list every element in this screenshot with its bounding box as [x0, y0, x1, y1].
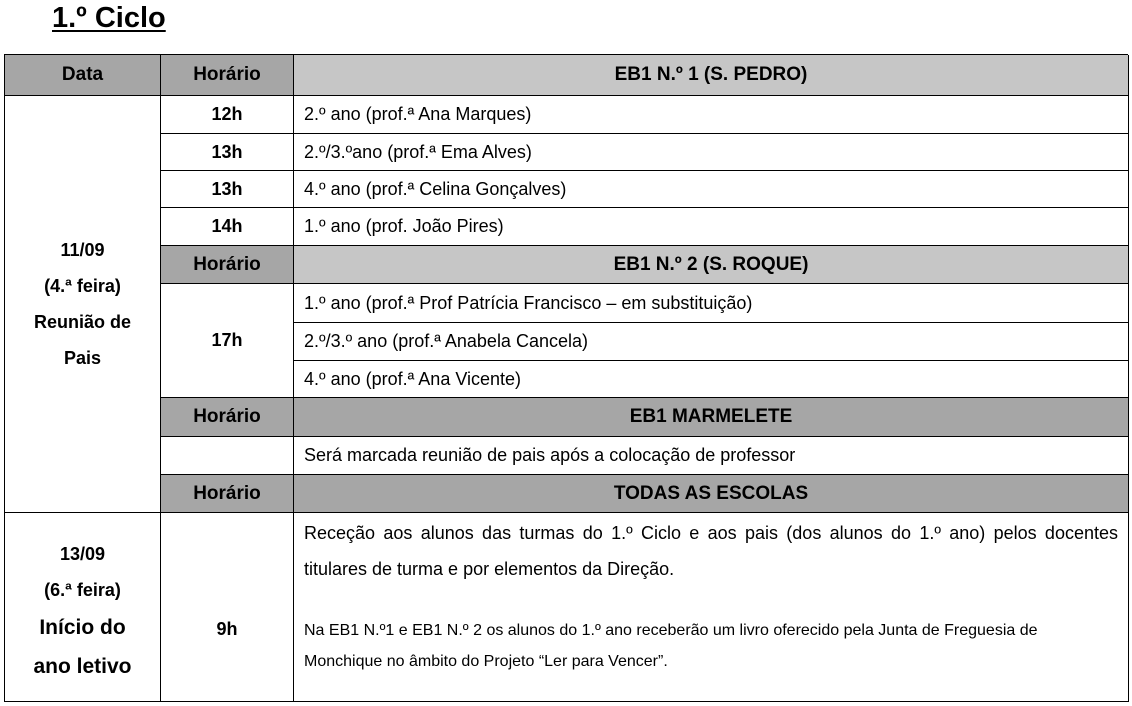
school-header-marmelete: EB1 MARMELETE: [294, 398, 1129, 437]
reception-text: Receção aos alunos das turmas do 1.º Ciclo e aos pais (dos alunos do 1.º ano) pelos docentes titulares de turma e por elementos da Direção.: [304, 523, 1118, 579]
time-cell: 12h: [161, 96, 294, 134]
event-label: Início do: [39, 616, 126, 639]
todas-desc: [294, 513, 1129, 702]
header-data: Data: [5, 55, 161, 96]
schedule-table: [4, 54, 1128, 702]
class-desc: 4.º ano (prof.ª Ana Vicente): [294, 361, 1129, 398]
header-horario: Horário: [161, 398, 294, 437]
event-label: Reunião de: [33, 312, 131, 332]
time-cell: 17h: [161, 284, 294, 398]
school-header-s-pedro: EB1 N.º 1 (S. PEDRO): [294, 55, 1129, 96]
date-value: 13/09: [59, 544, 106, 564]
marmelete-note: Será marcada reunião de pais após a colocação de professor: [294, 437, 1129, 475]
time-cell: 14h: [161, 208, 294, 246]
date-value: 11/09: [60, 240, 105, 260]
weekday: (4.ª feira): [44, 276, 121, 296]
time-cell: 13h: [161, 171, 294, 208]
event-label: ano letivo: [33, 655, 132, 678]
header-horario: Horário: [161, 246, 294, 284]
class-desc: 2.º ano (prof.ª Ana Marques): [294, 96, 1129, 134]
date-cell-2: [5, 513, 161, 702]
book-offer-text: Na EB1 N.º1 e EB1 N.º 2 os alunos do 1.º ano receberão um livro oferecido pela Junta de Freguesia de Monchique no âmbito do Projeto “Ler para Vencer”.: [304, 622, 1038, 670]
header-horario: Horário: [161, 55, 294, 96]
school-header-todas: TODAS AS ESCOLAS: [294, 475, 1129, 513]
time-cell: 9h: [161, 513, 294, 702]
school-header-s-roque: EB1 N.º 2 (S. ROQUE): [294, 246, 1129, 284]
weekday: (6.ª feira): [44, 580, 121, 600]
class-desc: 1.º ano (prof.ª Prof Patrícia Francisco – em substituição): [294, 284, 1129, 323]
class-desc: 2.º/3.ºano (prof.ª Ema Alves): [294, 134, 1129, 171]
time-cell: 13h: [161, 134, 294, 171]
class-desc: 4.º ano (prof.ª Celina Gonçalves): [294, 171, 1129, 208]
date-cell-1: [5, 96, 161, 513]
time-cell-empty: [161, 437, 294, 475]
header-horario: Horário: [161, 475, 294, 513]
class-desc: 1.º ano (prof. João Pires): [294, 208, 1129, 246]
page-title: 1.º Ciclo: [52, 2, 166, 34]
class-desc: 2.º/3.º ano (prof.ª Anabela Cancela): [294, 323, 1129, 361]
event-label: Pais: [63, 348, 102, 368]
